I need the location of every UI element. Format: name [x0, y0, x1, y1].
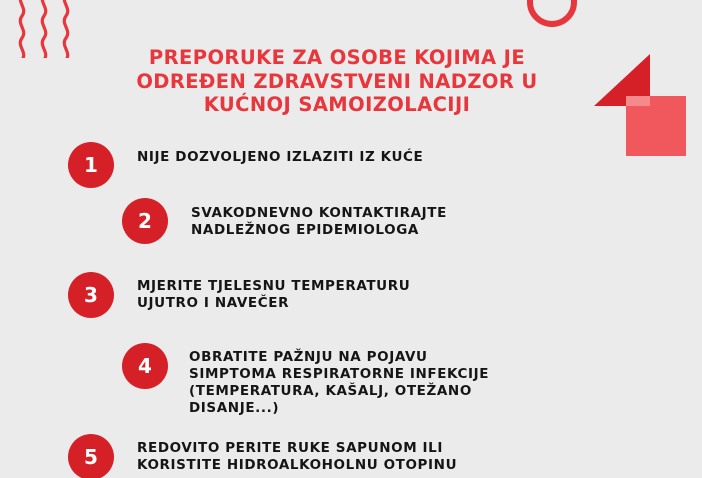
- item-text-line: REDOVITO PERITE RUKE SAPUNOM ILI: [137, 440, 443, 456]
- triangle-square-shapes: [592, 54, 702, 158]
- title-line: KUĆNOJ SAMOIZOLACIJI: [203, 93, 471, 116]
- item-text-line: OBRATITE PAŽNJU NA POJAVU: [189, 349, 428, 365]
- item-text-line: NADLEŽNOG EPIDEMIOLOGA: [191, 222, 419, 238]
- item-text: [189, 349, 489, 417]
- number-badge: 4: [122, 343, 168, 389]
- number-badge: 1: [68, 142, 114, 188]
- item-text-line: DISANJE...): [189, 400, 280, 416]
- item-text: [137, 278, 410, 312]
- title-line: PREPORUKE ZA OSOBE KOJIMA JE: [148, 46, 526, 69]
- title-line: ODREĐEN ZDRAVSTVENI NADZOR U: [136, 69, 538, 93]
- item-text-line: SIMPTOMA RESPIRATORNE INFEKCIJE: [189, 366, 490, 382]
- item-text-line: SVAKODNEVNO KONTAKTIRAJTE: [191, 205, 447, 221]
- item-text: [137, 440, 457, 474]
- page-title: [68, 46, 606, 117]
- number-badge: 2: [122, 198, 168, 244]
- item-text-line: (TEMPERATURA, KAŠALJ, OTEŽANO: [189, 383, 472, 399]
- item-text-line: NIJE DOZVOLJENO IZLAZITI IZ KUĆE: [137, 149, 424, 165]
- item-text-line: MJERITE TJELESNU TEMPERATURU: [137, 278, 411, 294]
- item-text-line: KORISTITE HIDROALKOHOLNU OTOPINU: [137, 457, 458, 473]
- number-badge: 3: [68, 272, 114, 318]
- item-text: [137, 149, 423, 166]
- number-badge: 5: [68, 434, 114, 478]
- ring-icon: [524, 0, 580, 30]
- item-text-line: UJUTRO I NAVEČER: [137, 295, 290, 311]
- item-text: [191, 205, 447, 239]
